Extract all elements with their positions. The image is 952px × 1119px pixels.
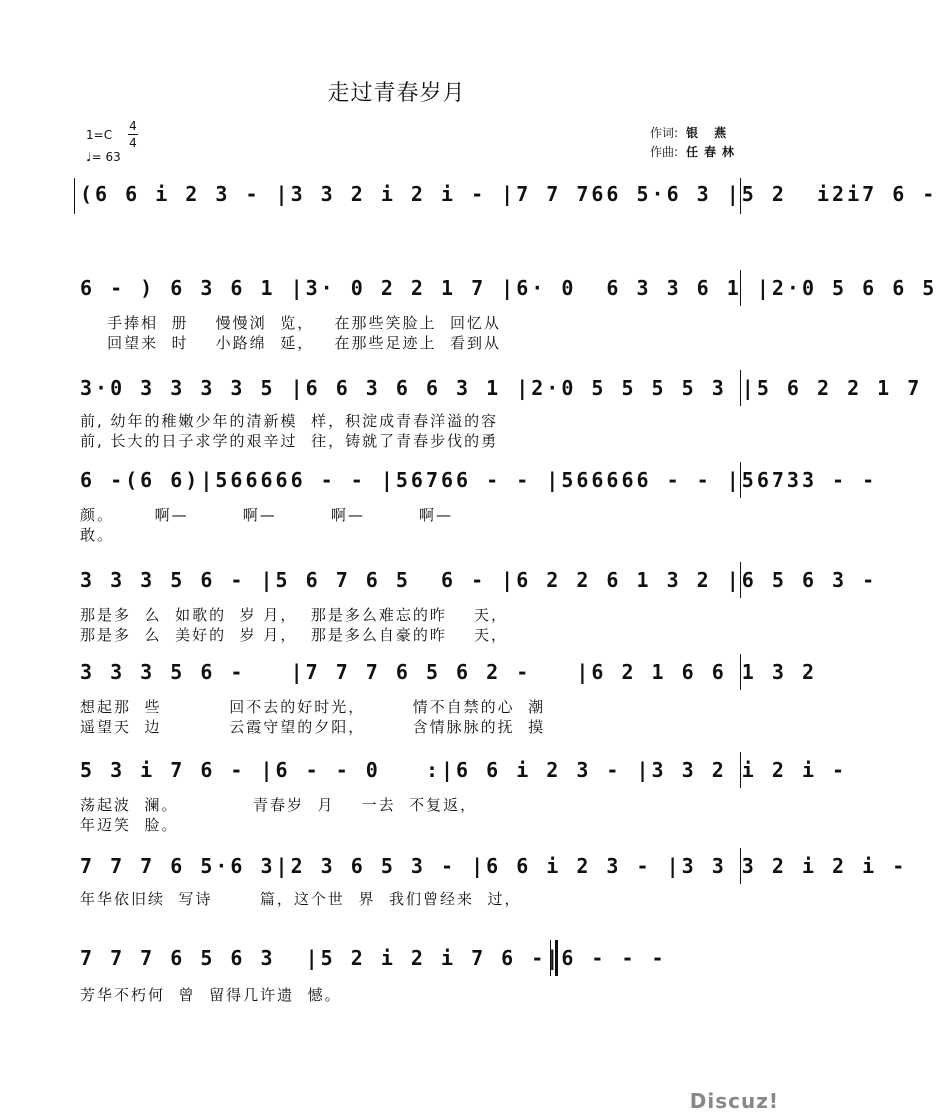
composer-name: 任春林 [686,145,741,159]
lyrics-line-3-verse-1: 前, 幼年的稚嫩少年的清新模 样，积淀成青春洋溢的容 [80,412,499,430]
lyrics-line-2-verse-2: 回望来 时 小路绵 延， 在那些足迹上 看到从 [80,334,502,352]
notes-line-6: 3 3 3 5 6 - |7 7 7 6 5 6 2 - |6 2 1 6 6 1 3 2 [80,660,833,684]
credits [650,124,740,162]
time-signature [128,120,138,149]
time-signature-bottom: 4 [129,136,137,150]
lyrics-line-5-verse-1: 那是多 么 如歌的 岁 月， 那是多么难忘的昨 天， [80,606,508,624]
lyrics-line-2-verse-1: 手捧相 册 慢慢浏 览， 在那些笑脸上 回忆从 [80,314,502,332]
score-line-5 [80,562,908,652]
score-line-2 [80,270,938,360]
notes-line-8: 7 7 7 6 5·6 3|2 3 6 5 3 - |6 6 i 2 3 - |3 3 3 2 i 2 i - [80,854,923,878]
lyrics-line-7-verse-2: 年迈笑 脸。 [80,816,179,834]
score-line-9 [80,940,740,1010]
composer-label: 作曲: [650,145,679,159]
notes-line-1: (6 6 i 2 3 - |3 3 2 i 2 i - |7 7 766 5·6 3 |5 2 i2i7 6 - [80,182,952,206]
score-line-7 [80,752,863,842]
score-line-6 [80,654,833,744]
lyrics-line-4-verse-2: 敢。 [80,526,115,544]
discuz-watermark: Discuz! [689,1089,779,1113]
lyricist-name: 银 燕 [686,126,733,140]
lyrics-line-6-verse-1: 想起那 些 回不去的好时光， 情不自禁的心 潮 [80,698,546,716]
notes-line-9: 7 7 7 6 5 6 3 |5 2 i 2 i 7 6 -|6 - - - [80,946,697,970]
final-barline [550,940,558,976]
notes-line-3: 3·0 3 3 3 3 5 |6 6 3 6 6 3 1 |2·0 5 5 5 5 3 |5 6 2 2 1 7 [80,376,923,400]
lyrics-line-9-verse-1: 芳华不朽何 曾 留得几许遗 憾。 [80,986,342,1004]
tempo-marking: ♩= 63 [86,150,121,164]
time-signature-top: 4 [129,119,137,133]
notes-line-5: 3 3 3 5 6 - |5 6 7 6 5 6 - |6 2 2 6 1 3 2 |6 5 6 3 - [80,568,908,592]
lyricist-label: 作词: [650,126,679,140]
score-line-1 [80,178,952,218]
score-line-8 [80,848,923,918]
lyrics-line-6-verse-2: 遥望天 边 云霞守望的夕阳， 含情脉脉的抚 摸 [80,718,546,736]
lyrics-line-5-verse-2: 那是多 么 美好的 岁 月， 那是多么自豪的昨 天， [80,626,508,644]
lyrics-line-4-verse-1: 颜。 啊— 啊— 啊— 啊— [80,506,454,524]
lyrics-line-8-verse-1: 年华依旧续 写诗 篇，这个世 界 我们曾经来 过， [80,890,522,908]
lyrics-line-3-verse-2: 前, 长大的日子求学的艰辛过 往，铸就了青春步伐的勇 [80,432,499,450]
notes-line-4: 6 -(6 6)|566666 - - |56766 - - |566666 - - |56733 - - [80,468,893,492]
lyrics-line-7-verse-1: 荡起波 澜。 青春岁 月 一去 不复返， [80,796,478,814]
score-line-4 [80,462,893,552]
score-line-3 [80,370,923,460]
song-title: 走过青春岁月 [327,81,466,106]
notes-line-2: 6 - ) 6 3 6 1 |3· 0 2 2 1 7 |6· 0 6 3 3 6 1 |2·0 5 6 6 5 [80,276,938,300]
notes-line-7: 5 3 i 7 6 - |6 - - 0 :|6 6 i 2 3 - |3 3 2 i 2 i - [80,758,863,782]
key-signature: 1=C [86,128,113,142]
